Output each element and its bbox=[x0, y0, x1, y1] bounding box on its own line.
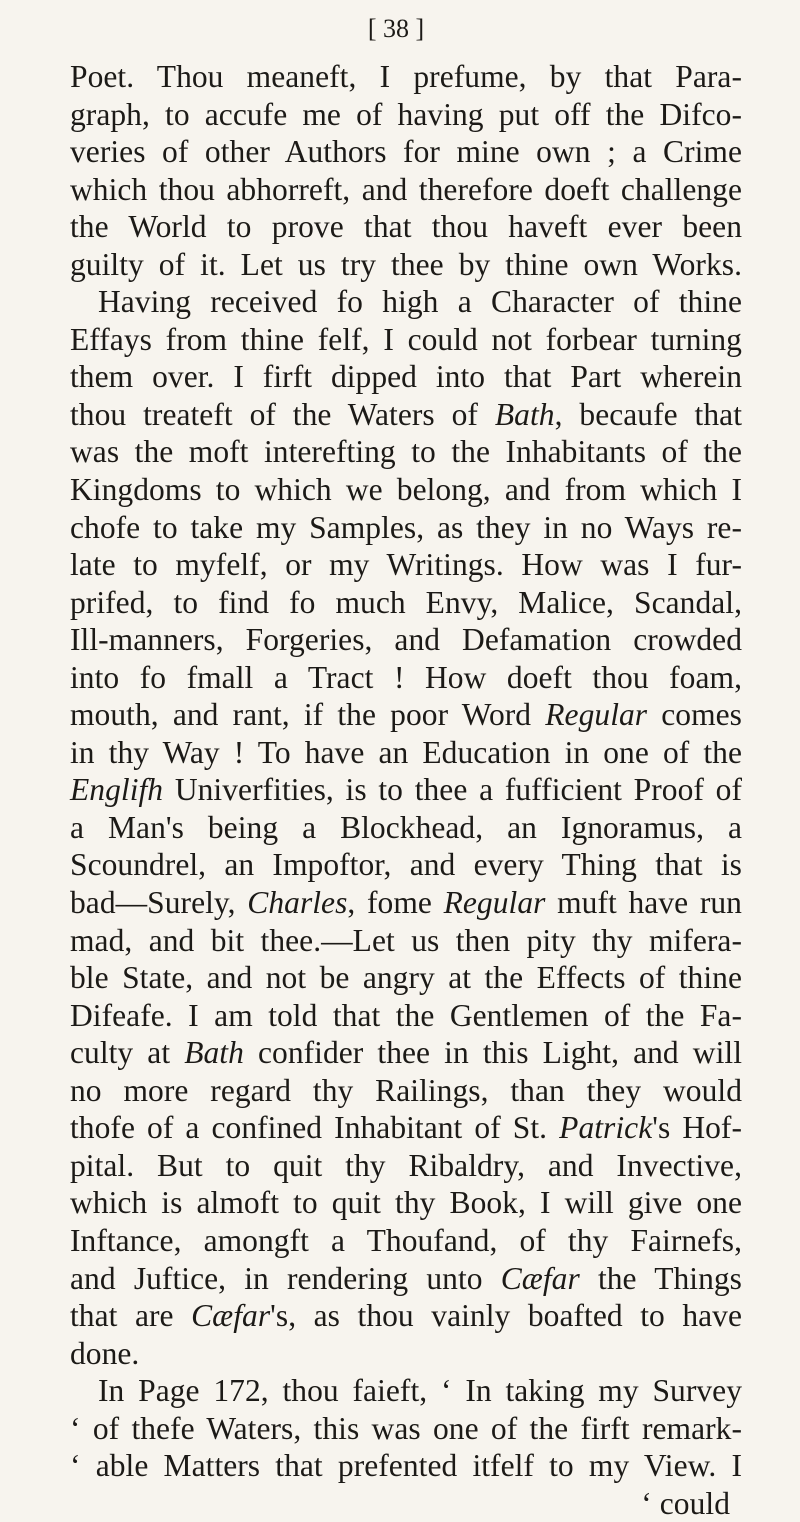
text-line bbox=[70, 96, 742, 134]
line-text: which thou abhorreft, and therefore doeft challenge bbox=[70, 171, 742, 207]
text-line bbox=[70, 584, 742, 622]
line-text: the Things bbox=[579, 1260, 742, 1296]
line-text: late to myfelf, or my Writings. How was I fur- bbox=[70, 547, 742, 583]
text-line bbox=[70, 997, 742, 1035]
line-text: the World to prove that thou haveft ever been bbox=[70, 209, 742, 245]
line-text: Scoundrel, an Impoftor, and every Thing that is bbox=[70, 847, 742, 883]
line-text: and Juftice, in rendering unto bbox=[70, 1260, 501, 1296]
italic-word: Bath bbox=[184, 1035, 244, 1071]
text-line bbox=[70, 133, 742, 171]
text-line bbox=[70, 471, 742, 509]
line-text: Ill-manners, Forgeries, and Defamation crowded bbox=[70, 622, 742, 658]
text-line bbox=[70, 922, 742, 960]
line-text: mouth, and rant, if the poor Word bbox=[70, 697, 546, 733]
line-text: mad, and bit thee.—Let us then pity thy mifera- bbox=[70, 922, 742, 958]
line-text: 's, as thou vainly boafted to have bbox=[270, 1298, 743, 1334]
line-text: , fome bbox=[347, 885, 444, 921]
body-text bbox=[70, 58, 742, 1522]
text-line bbox=[70, 1072, 742, 1110]
text-line bbox=[70, 546, 742, 584]
line-text: comes bbox=[647, 697, 742, 733]
italic-word: Charles bbox=[247, 885, 348, 921]
text-line bbox=[70, 509, 742, 547]
text-line bbox=[70, 1109, 742, 1147]
text-line bbox=[70, 396, 742, 434]
text-line bbox=[70, 884, 742, 922]
text-line bbox=[70, 1034, 742, 1072]
italic-word: Regular bbox=[443, 885, 546, 921]
line-text: ‘ of thefe Waters, this was one of the firft remark- bbox=[70, 1410, 742, 1446]
text-line bbox=[70, 1222, 742, 1260]
line-text: that are bbox=[70, 1298, 192, 1334]
line-text: was the moft interefting to the Inhabitants of the bbox=[70, 434, 742, 470]
italic-word: Patrick bbox=[559, 1110, 653, 1146]
text-line bbox=[70, 809, 742, 847]
text-line bbox=[70, 734, 742, 772]
text-line bbox=[70, 959, 742, 997]
line-text: in thy Way ! To have an Education in one of the bbox=[70, 734, 742, 770]
text-line bbox=[70, 1147, 742, 1185]
text-line bbox=[70, 433, 742, 471]
text-line bbox=[70, 1184, 742, 1222]
italic-word: Cæfar bbox=[191, 1298, 271, 1334]
text-line bbox=[70, 358, 742, 396]
line-text: graph, to accufe me of having put off the Difco- bbox=[70, 96, 742, 132]
line-text: In Page 172, thou faieft, ‘ In taking my Survey bbox=[98, 1373, 742, 1409]
line-text: into fo fmall a Tract ! How doeft thou foam, bbox=[70, 659, 742, 695]
line-text: muft have run bbox=[545, 885, 742, 921]
text-line bbox=[70, 283, 742, 321]
line-text: ‘ could bbox=[641, 1485, 730, 1521]
italic-word: Cæfar bbox=[500, 1260, 580, 1296]
line-text: bad—Surely, bbox=[70, 885, 248, 921]
line-text: them over. I firft dipped into that Part wherein bbox=[70, 359, 742, 395]
text-line bbox=[70, 1297, 742, 1335]
text-line bbox=[70, 659, 742, 697]
text-line bbox=[70, 208, 742, 246]
italic-word: Regular bbox=[545, 697, 648, 733]
line-text: Inftance, amongft a Thoufand, of thy Fairnefs, bbox=[70, 1222, 742, 1258]
text-line bbox=[70, 1372, 742, 1410]
line-text: culty at bbox=[70, 1035, 185, 1071]
line-text: Effays from thine felf, I could not forbear turning bbox=[70, 321, 742, 357]
line-text: no more regard thy Railings, than they would bbox=[70, 1072, 742, 1108]
text-line bbox=[70, 171, 742, 209]
line-text: a Man's being a Blockhead, an Ignoramus, a bbox=[70, 809, 742, 845]
line-text: which is almoft to quit thy Book, I will give one bbox=[70, 1185, 742, 1221]
text-line bbox=[70, 246, 742, 284]
text-line bbox=[70, 621, 742, 659]
text-line bbox=[70, 1335, 742, 1373]
text-line bbox=[70, 846, 742, 884]
line-text: pital. But to quit thy Ribaldry, and Invective, bbox=[70, 1147, 742, 1183]
line-text: veries of other Authors for mine own ; a Crime bbox=[70, 134, 742, 170]
line-text: guilty of it. Let us try thee by thine own Works. bbox=[70, 246, 742, 282]
italic-word: Bath bbox=[494, 396, 555, 432]
line-text: , becaufe that bbox=[554, 396, 742, 432]
text-line bbox=[70, 1447, 742, 1485]
page-number: [ 38 ] bbox=[367, 14, 425, 43]
text-line bbox=[70, 1260, 742, 1298]
line-text: Difeafe. I am told that the Gentlemen of the Fa- bbox=[70, 997, 742, 1033]
line-text: Poet. Thou meaneft, I prefume, by that Para- bbox=[70, 59, 742, 94]
line-text: ‘ able Matters that prefented itfelf to my View. I bbox=[70, 1448, 742, 1484]
line-text: ble State, and not be angry at the Effects of thine bbox=[70, 960, 742, 996]
line-text: chofe to take my Samples, as they in no Ways re- bbox=[70, 509, 742, 545]
line-text: thou treateft of the Waters of bbox=[70, 396, 495, 432]
line-text: confider thee in this Light, and will bbox=[243, 1035, 742, 1071]
text-line bbox=[70, 1410, 742, 1448]
line-text: Having received fo high a Character of thine bbox=[98, 284, 742, 320]
text-line bbox=[70, 58, 742, 96]
text-line bbox=[70, 771, 742, 809]
line-text: Kingdoms to which we belong, and from which I bbox=[70, 472, 742, 508]
text-line bbox=[70, 696, 742, 734]
text-line bbox=[70, 321, 742, 359]
line-text: done. bbox=[70, 1335, 140, 1371]
line-text: 's Hof- bbox=[652, 1110, 742, 1146]
italic-word: Englifh bbox=[70, 772, 164, 808]
line-text: thofe of a confined Inhabitant of St. bbox=[70, 1110, 560, 1146]
text-line bbox=[70, 1485, 742, 1522]
line-text: prifed, to find fo much Envy, Malice, Scandal, bbox=[70, 584, 742, 620]
line-text: Univerfities, is to thee a fufficient Proof of bbox=[163, 772, 742, 808]
